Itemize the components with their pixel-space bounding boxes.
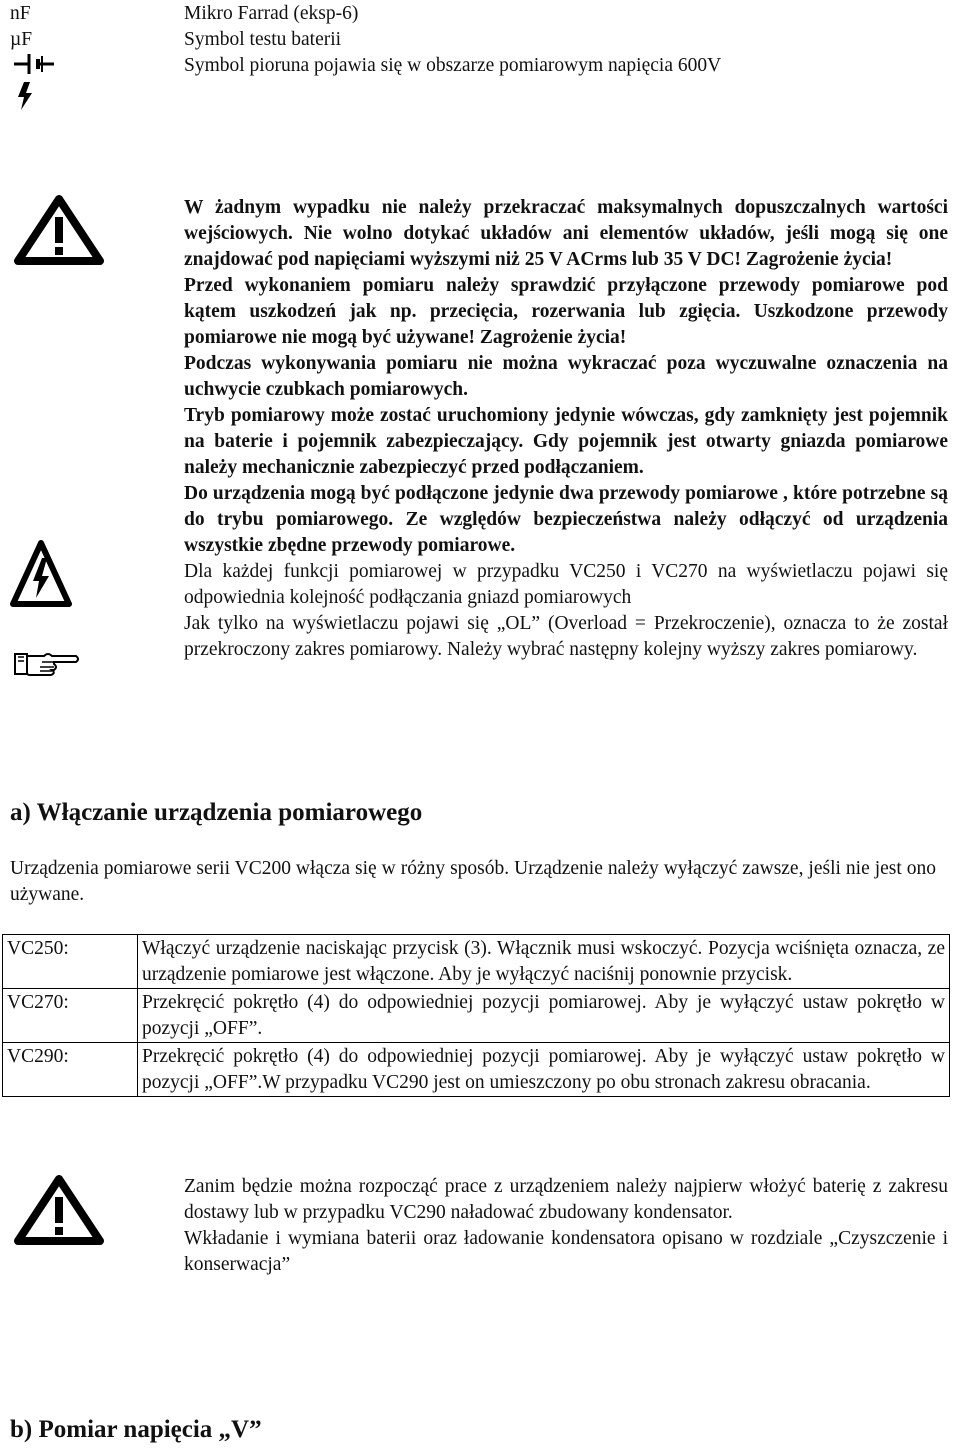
symbol-list (10, 1, 950, 76)
section-a-intro: Urządzenia pomiarowe serii VC200 włącza się w różny sposób. Urządzenie należy wyłączyć zawsze, jeśli nie jest ono używane. (10, 858, 936, 905)
model-cell: VC270: (3, 989, 138, 1043)
section-a-heading: a) Włączanie urządzenia pomiarowego (10, 799, 423, 826)
symbol-code: nF (10, 3, 31, 24)
section-b-heading: b) Pomiar napięcia „V” (10, 1416, 262, 1443)
note-socket-order: Dla każdej funkcji pomiarowej w przypadku VC250 i VC270 na wyświetlaczu pojawi się odpowiednia kolejność podłączania gniazd pomiarowych (184, 561, 948, 608)
warning-triangle-icon (14, 1175, 104, 1245)
battery-notes (184, 1174, 948, 1278)
symbol-row-lightning (10, 53, 950, 79)
warning-battery-compartment: Tryb pomiarowy może zostać uruchomiony jedynie wówczas, gdy zamknięty jest pojemnik na baterie i pojemnik zabezpieczający. Gdy pojemnik jest otwarty gniazda pomiarowe należy mechanicznie zabezpieczyć przed podłączaniem. (184, 405, 948, 478)
model-cell: VC290: (3, 1043, 138, 1097)
symbol-description: Mikro Farrad (eksp-6) (184, 3, 359, 24)
description-cell: Włączyć urządzenie naciskając przycisk (3). Włącznik musi wskoczyć. Pozycja wciśnięta oznacza, ze urządzenie pomiarowe jest włączone. Aby je wyłączyć naciśnij ponownie przycisk. (138, 935, 950, 989)
note-overload: Jak tylko na wyświetlaczu pojawi się „OL” (Overload = Przekroczenie), oznacza to że został przekroczony zakres pomiarowy. Należy wybrać następny kolejny wyższy zakres pomiarowy. (184, 613, 948, 660)
symbol-description: Symbol testu baterii (184, 29, 342, 50)
table-row (3, 935, 950, 989)
device-power-table (2, 934, 950, 1097)
battery-test-icon (14, 52, 56, 76)
model-cell: VC250: (3, 935, 138, 989)
table-row (3, 989, 950, 1043)
symbol-row-nf (10, 1, 950, 27)
warning-probe-markings: Podczas wykonywania pomiaru nie można wykraczać poza wyczuwalne oznaczenia na uchwycie czubkach pomiarowych. (184, 353, 948, 400)
safety-warnings (184, 195, 948, 663)
warning-two-test-leads: Do urządzenia mogą być podłączone jedynie dwa przewody pomiarowe , które potrzebne są do trybu pomiarowego. Ze względów bezpieczeństwa należy odłączyć od urządzenia wszystkie zbędne przewody pomiarowe. (184, 483, 948, 556)
warning-triangle-icon (14, 195, 104, 265)
warning-check-test-leads: Przed wykonaniem pomiaru należy sprawdzić przyłączone przewody pomiarowe pod kątem uszkodzeń jak np. przecięcia, rozerwania lub zgięcia. Uszkodzone przewody pomiarowe nie mogą być używane! Zagrożenie życia! (184, 275, 948, 348)
description-cell: Przekręcić pokrętło (4) do odpowiedniej pozycji pomiarowej. Aby je wyłączyć ustaw pokrętło w pozycji „OFF”. (138, 989, 950, 1043)
description-cell: Przekręcić pokrętło (4) do odpowiedniej pozycji pomiarowej. Aby je wyłączyć ustaw pokrętło w pozycji „OFF”.W przypadku VC290 jest on umieszczony po obu stronach zakresu obracania. (138, 1043, 950, 1097)
table-row (3, 1043, 950, 1097)
warning-max-input-values: W żadnym wypadku nie należy przekraczać maksymalnych dopuszczalnych wartości wejściowych. Nie wolno dotykać układów ani elementów układów, jeśli mogą się one znajdować pod napięciami wyższymi niż 25 V ACrms lub 35 V DC! Zagrożenie życia! (184, 197, 948, 270)
lightning-icon (16, 82, 36, 110)
high-voltage-icon (10, 540, 72, 608)
symbol-code: µF (10, 29, 33, 50)
note-battery-chapter: Wkładanie i wymiana baterii oraz ładowanie kondensatora opisano w rozdziale „Czyszczenie i konserwacja” (184, 1228, 948, 1275)
pointing-hand-icon (14, 648, 80, 678)
symbol-row-uf (10, 27, 950, 53)
symbol-description: Symbol pioruna pojawia się w obszarze pomiarowym napięcia 600V (184, 55, 722, 76)
note-insert-battery: Zanim będzie można rozpocząć prace z urządzeniem należy najpierw włożyć baterię z zakresu dostawy lub w przypadku VC290 naładować zbudowany kondensator. (184, 1176, 948, 1223)
